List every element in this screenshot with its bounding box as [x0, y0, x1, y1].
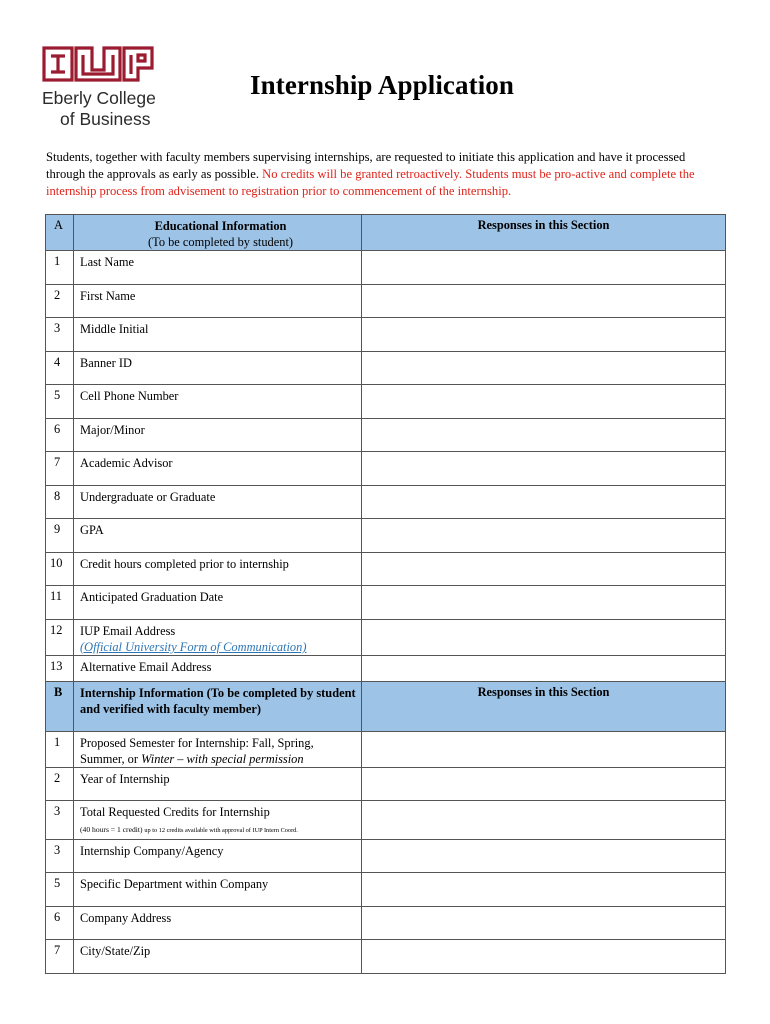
- section-a-title: Educational Information: [154, 219, 287, 233]
- row-label: Alternative Email Address: [74, 656, 362, 690]
- row-label: [74, 732, 362, 768]
- row-number: 2: [46, 768, 74, 801]
- table-row: [46, 385, 726, 419]
- iup-logo-mark: [42, 46, 154, 82]
- table-row: [46, 318, 726, 352]
- row-number: 8: [46, 486, 74, 519]
- cell-phone-field[interactable]: [362, 385, 726, 419]
- last-name-field[interactable]: [362, 251, 726, 285]
- row-number: 6: [46, 419, 74, 452]
- row-label: Last Name: [74, 251, 362, 285]
- table-row: [46, 352, 726, 385]
- row-label: City/State/Zip: [74, 940, 362, 974]
- email-label: IUP Email Address: [80, 624, 176, 638]
- row-number: 10: [46, 553, 74, 586]
- section-a-subtitle: (To be completed by student): [147, 235, 294, 249]
- row-label: Credit hours completed prior to internship: [74, 553, 362, 586]
- row-number: 12: [46, 620, 74, 656]
- official-communication-link[interactable]: (Official University Form of Communication): [80, 640, 307, 654]
- row-number: 7: [46, 452, 74, 486]
- row-label: Specific Department within Company: [74, 873, 362, 907]
- credits-note-hours: (40 hours = 1 credit): [80, 825, 143, 834]
- row-label: Academic Advisor: [74, 452, 362, 486]
- row-number: 9: [46, 519, 74, 553]
- company-address-field[interactable]: [362, 907, 726, 940]
- row-label: [74, 620, 362, 656]
- credits-note: [80, 822, 361, 839]
- section-a-table: [45, 214, 726, 690]
- company-agency-field[interactable]: [362, 840, 726, 873]
- row-label: Cell Phone Number: [74, 385, 362, 419]
- row-label: Banner ID: [74, 352, 362, 385]
- table-row: [46, 519, 726, 553]
- intro-text: Students, together with faculty members supervising internships, are requested to initiate this application and have it processed through the approvals as early as possible.: [46, 150, 686, 181]
- first-name-field[interactable]: [362, 285, 726, 318]
- section-letter: B: [46, 682, 74, 732]
- intro-warning-text: No credits will be granted retroactively. Students must be pro-active and complete the internship process from advisement to registration prior to commencement of the internship.: [46, 167, 695, 198]
- undergrad-or-grad-field[interactable]: [362, 486, 726, 519]
- table-row: [46, 907, 726, 940]
- row-label: Middle Initial: [74, 318, 362, 352]
- row-number: 2: [46, 285, 74, 318]
- requested-credits-field[interactable]: [362, 801, 726, 840]
- table-row: [46, 553, 726, 586]
- table-row: [46, 840, 726, 873]
- credits-note-approval: up to 12 credits available with approval of IUP Intern Coord.: [144, 827, 298, 834]
- row-number: 5: [46, 873, 74, 907]
- table-row: [46, 620, 726, 656]
- table-row: [46, 732, 726, 768]
- row-label: Internship Company/Agency: [74, 840, 362, 873]
- table-row: [46, 768, 726, 801]
- table-row: [46, 586, 726, 620]
- semester-label: Proposed Semester for Internship: Fall, Spring, Summer, or: [80, 736, 314, 766]
- row-label: Major/Minor: [74, 419, 362, 452]
- internship-year-field[interactable]: [362, 768, 726, 801]
- section-a-header-row: [46, 215, 726, 251]
- section-b-title: Internship Information (To be completed by student and verified with faculty member): [74, 682, 362, 732]
- academic-advisor-field[interactable]: [362, 452, 726, 486]
- middle-initial-field[interactable]: [362, 318, 726, 352]
- department-field[interactable]: [362, 873, 726, 907]
- table-row: [46, 419, 726, 452]
- row-label: Year of Internship: [74, 768, 362, 801]
- section-b-response-header: Responses in this Section: [362, 682, 726, 732]
- row-label: Company Address: [74, 907, 362, 940]
- row-number: 4: [46, 352, 74, 385]
- college-name: [42, 88, 172, 130]
- credit-hours-field[interactable]: [362, 553, 726, 586]
- row-label: Undergraduate or Graduate: [74, 486, 362, 519]
- row-label: Anticipated Graduation Date: [74, 586, 362, 620]
- section-a-heading: [74, 215, 362, 251]
- row-label: GPA: [74, 519, 362, 553]
- row-label: [74, 801, 362, 840]
- college-line-1: Eberly College: [42, 88, 156, 108]
- college-line-2: of Business: [60, 109, 151, 129]
- intro-paragraph: [46, 149, 726, 200]
- gpa-field[interactable]: [362, 519, 726, 553]
- row-number: 3: [46, 801, 74, 840]
- row-number: 7: [46, 940, 74, 974]
- iup-logo: [42, 46, 172, 130]
- section-letter: A: [46, 215, 74, 251]
- major-minor-field[interactable]: [362, 419, 726, 452]
- row-number: 1: [46, 732, 74, 768]
- table-row: [46, 486, 726, 519]
- row-number: 6: [46, 907, 74, 940]
- city-state-zip-field[interactable]: [362, 940, 726, 974]
- row-number: 1: [46, 251, 74, 285]
- proposed-semester-field[interactable]: [362, 732, 726, 768]
- graduation-date-field[interactable]: [362, 586, 726, 620]
- table-row: [46, 940, 726, 974]
- section-b-table: [45, 681, 726, 974]
- credits-label: Total Requested Credits for Internship: [80, 805, 270, 819]
- table-row: [46, 285, 726, 318]
- table-row: [46, 251, 726, 285]
- semester-winter-note: Winter – with special permission: [141, 752, 304, 766]
- section-b-header-row: [46, 682, 726, 732]
- table-row: [46, 801, 726, 840]
- row-number: 11: [46, 586, 74, 620]
- row-number: 3: [46, 840, 74, 873]
- row-number: 5: [46, 385, 74, 419]
- banner-id-field[interactable]: [362, 352, 726, 385]
- row-label: First Name: [74, 285, 362, 318]
- section-a-response-header: Responses in this Section: [362, 215, 726, 251]
- row-number: 13: [46, 656, 74, 690]
- table-row: [46, 452, 726, 486]
- iup-email-field[interactable]: [362, 620, 726, 656]
- table-row: [46, 873, 726, 907]
- page-title: Internship Application: [250, 70, 515, 100]
- row-number: 3: [46, 318, 74, 352]
